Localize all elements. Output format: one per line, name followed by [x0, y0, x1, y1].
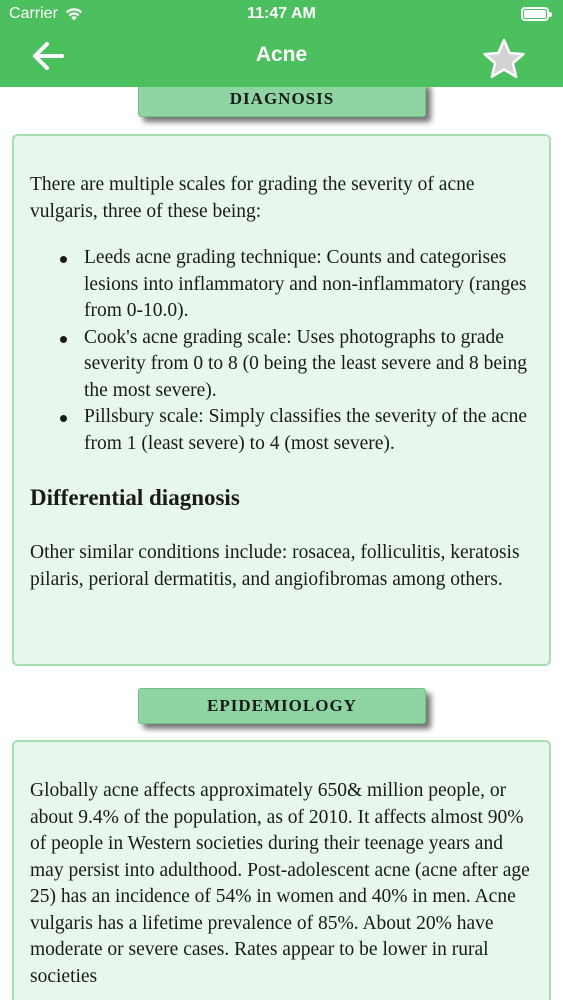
navigation-header: [0, 0, 563, 87]
section-header-epidemiology: EPIDEMIOLOGY: [138, 688, 426, 724]
section-header-diagnosis: DIAGNOSIS: [138, 87, 426, 117]
grading-scales-list: [30, 245, 531, 457]
favorite-button[interactable]: [481, 38, 527, 80]
star-icon: [485, 40, 524, 77]
differential-diagnosis-text: Other similar conditions include: rosacea, folliculitis, keratosis pilaris, perioral dermatitis, and angiofibromas among others.: [30, 542, 520, 590]
bullet-icon: [60, 256, 67, 263]
differential-diagnosis-heading: Differential diagnosis: [30, 485, 240, 510]
list-item: Pillsbury scale: Simply classifies the severity of the acne from 1 (least severe) to 4 (most severe).: [30, 404, 531, 457]
article-content[interactable]: [0, 87, 563, 1000]
page-title: Acne: [255, 43, 308, 66]
carrier-label: Carrier: [9, 5, 58, 22]
status-bar: [0, 0, 563, 30]
epidemiology-card: [12, 740, 551, 1000]
diagnosis-card: [12, 134, 551, 666]
bullet-icon: [60, 415, 67, 422]
epidemiology-text: Globally acne affects approximately 650& million people, or about 9.4% of the population, as of 2010. It affects almost 90% of people in Western societies during their teenage years and may persist into adulthood. Post-adolescent acne (acne after age 25) has an incidence of 54% in women and 40% in men. Acne vulgaris has a lifetime prevalence of 85%. About 20% have moderate or severe cases. Rates appear to be lower in rural societies: [30, 780, 530, 987]
list-item: Leeds acne grading technique: Counts and categorises lesions into inflammatory and non-inflammatory (ranges from 0-10.0).: [30, 245, 531, 325]
bullet-icon: [60, 336, 67, 343]
battery-icon: [521, 7, 549, 21]
list-item: Cook's acne grading scale: Uses photographs to grade severity from 0 to 8 (0 being the least severe and 8 being the most severe).: [30, 325, 531, 405]
diagnosis-intro: There are multiple scales for grading the severity of acne vulgaris, three of these being:: [30, 174, 475, 222]
status-time: 11:47 AM: [247, 5, 316, 22]
